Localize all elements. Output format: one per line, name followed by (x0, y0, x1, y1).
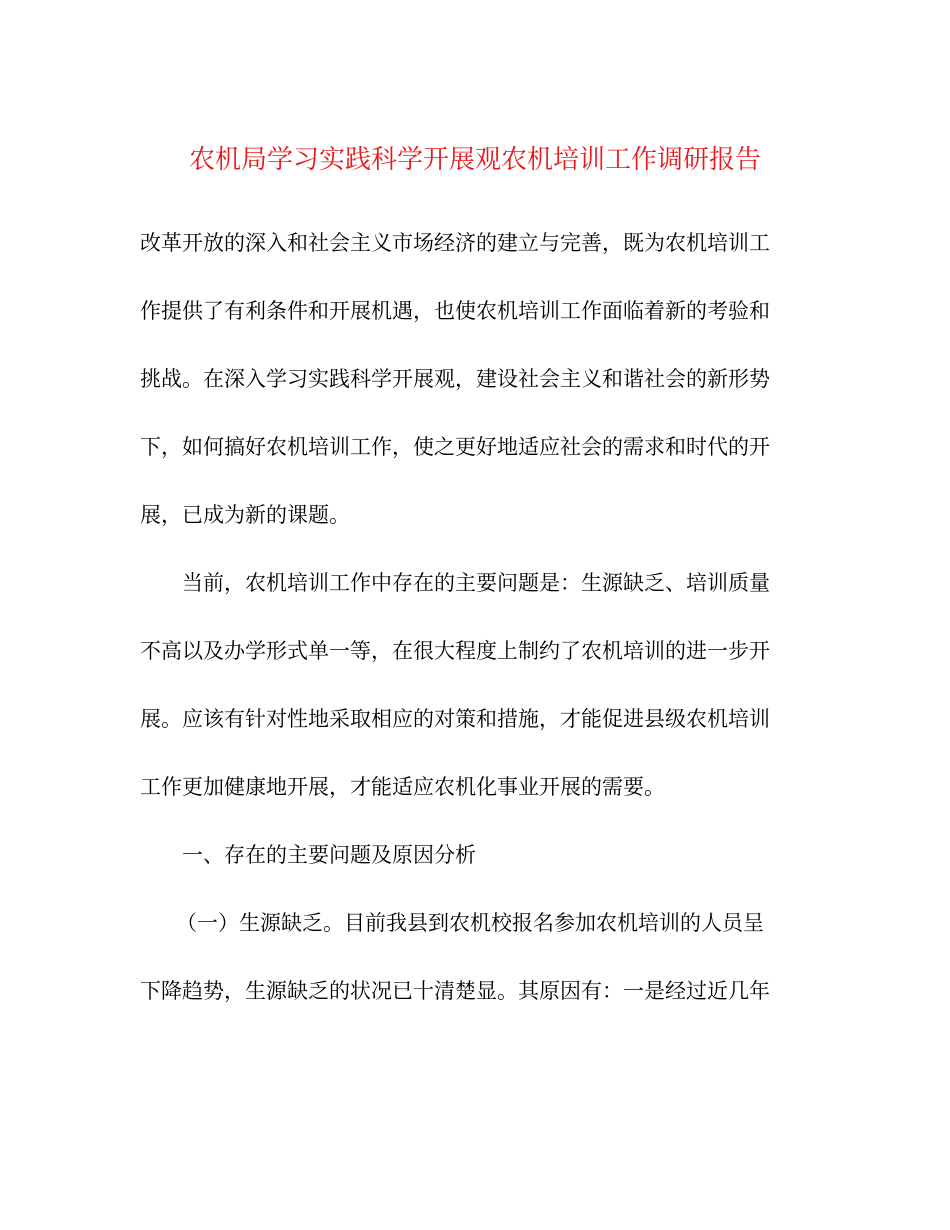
paragraph-line: 工作更加健康地开展，才能适应农机化事业开展的需要。 (140, 775, 665, 799)
paragraph-line: 展。应该有针对性地采取相应的对策和措施，才能促进县级农机培训 (140, 707, 770, 731)
paragraph-line: 下降趋势，生源缺乏的状况已十清楚显。其原因有：一是经过近几年 (140, 979, 770, 1003)
paragraph-line: 展，已成为新的课题。 (140, 503, 350, 527)
document-body (140, 209, 800, 1025)
paragraph-line: 作提供了有利条件和开展机遇，也使农机培训工作面临着新的考验和 (140, 299, 770, 323)
paragraph-line: （一）生源缺乏。目前我县到农机校报名参加农机培训的人员呈 (176, 911, 764, 935)
paragraph-line: 当前，农机培训工作中存在的主要问题是：生源缺乏、培训质量 (182, 571, 770, 595)
document-title: 农机局学习实践科学开展观农机培训工作调研报告 (188, 145, 761, 175)
section-heading: 一、存在的主要问题及原因分析 (182, 843, 476, 867)
paragraph-line: 挑战。在深入学习实践科学开展观，建设社会主义和谐社会的新形势 (140, 367, 770, 391)
paragraph-line: 改革开放的深入和社会主义市场经济的建立与完善，既为农机培训工 (140, 231, 770, 255)
paragraph-line: 不高以及办学形式单一等，在很大程度上制约了农机培训的进一步开 (140, 639, 770, 663)
paragraph-line: 下，如何搞好农机培训工作，使之更好地适应社会的需求和时代的开 (140, 435, 770, 459)
